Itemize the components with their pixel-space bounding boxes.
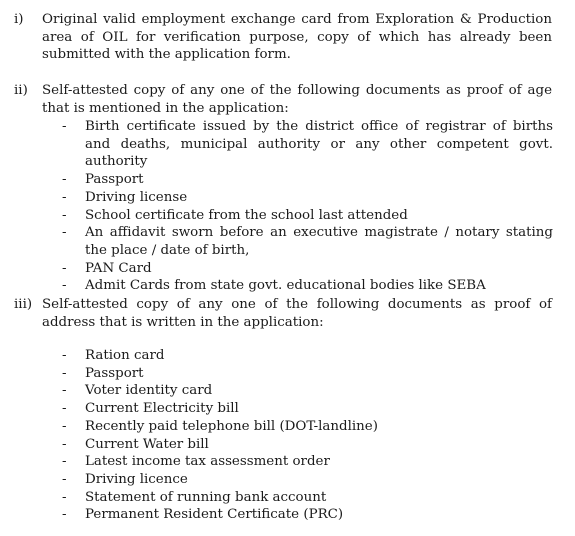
list-item-text: Birth certificate issued by the district office of registrar of births and deaths, municipal authority or any other competent govt. authority bbox=[85, 119, 553, 170]
bullet-dash: - bbox=[62, 119, 67, 134]
list-item-text: Ration card bbox=[85, 348, 165, 363]
list-item-text: An affidavit sworn before an executive magistrate / notary stating the place / date of birth, bbox=[85, 225, 553, 258]
section-text: Self-attested copy of any one of the following documents as proof of address that is written in the application: bbox=[42, 297, 552, 330]
list-item bbox=[0, 400, 575, 418]
bullet-dash: - bbox=[62, 189, 67, 205]
list-item-text: Admit Cards from state govt. educational bodies like SEBA bbox=[85, 278, 486, 294]
list-item-text: Driving license bbox=[85, 189, 188, 205]
list-item-text: Permanent Resident Certificate (PRC) bbox=[85, 507, 344, 523]
list-item-text: Latest income tax assessment order bbox=[85, 454, 330, 470]
list-item bbox=[0, 277, 575, 295]
list-item-text: Passport bbox=[85, 172, 144, 188]
list-item bbox=[0, 436, 575, 454]
list-item bbox=[0, 489, 575, 507]
list-item bbox=[0, 382, 575, 400]
section-number: iii) bbox=[14, 297, 33, 312]
bullet-dash: - bbox=[62, 225, 67, 241]
bullet-dash: - bbox=[62, 418, 67, 434]
age-proof-list bbox=[0, 118, 575, 295]
list-item-text: Recently paid telephone bill (DOT-landline) bbox=[85, 418, 378, 434]
bullet-dash: - bbox=[62, 383, 67, 399]
list-item-text: School certificate from the school last attended bbox=[85, 207, 408, 223]
bullet-dash: - bbox=[62, 489, 67, 505]
bullet-dash: - bbox=[62, 260, 67, 276]
bullet-dash: - bbox=[62, 401, 67, 417]
address-proof-list bbox=[0, 347, 575, 524]
list-item-text: Voter identity card bbox=[85, 383, 213, 399]
bullet-dash: - bbox=[62, 436, 67, 452]
bullet-dash: - bbox=[62, 454, 67, 470]
list-item-text: Current Water bill bbox=[85, 436, 209, 452]
list-item bbox=[0, 189, 575, 207]
list-item bbox=[0, 418, 575, 436]
list-item-text: PAN Card bbox=[85, 260, 152, 276]
list-item bbox=[0, 347, 575, 365]
bullet-dash: - bbox=[62, 365, 67, 381]
bullet-dash: - bbox=[62, 172, 67, 188]
bullet-dash: - bbox=[62, 278, 67, 294]
list-item-text: Passport bbox=[85, 365, 144, 381]
section-text: Self-attested copy of any one of the following documents as proof of age that is mentioned in the application: bbox=[42, 83, 552, 116]
bullet-dash: - bbox=[62, 207, 67, 223]
bullet-dash: - bbox=[62, 507, 67, 523]
list-item-text: Current Electricity bill bbox=[85, 401, 239, 417]
list-item bbox=[0, 224, 575, 259]
list-item bbox=[0, 453, 575, 471]
list-item bbox=[0, 118, 575, 171]
list-item bbox=[0, 365, 575, 383]
list-item bbox=[0, 171, 575, 189]
list-item bbox=[0, 207, 575, 225]
list-item-text: Statement of running bank account bbox=[85, 489, 327, 505]
bullet-dash: - bbox=[62, 471, 67, 487]
section-text: Original valid employment exchange card from Exploration & Production area of OIL for verification purpose, copy of which has already been submitted with the application form. bbox=[42, 12, 552, 63]
list-item-text: Driving licence bbox=[85, 471, 188, 487]
list-item bbox=[0, 506, 575, 524]
list-item bbox=[0, 471, 575, 489]
section-number: i) bbox=[14, 12, 24, 27]
section-number: ii) bbox=[14, 83, 28, 98]
bullet-dash: - bbox=[62, 348, 67, 363]
list-item bbox=[0, 260, 575, 278]
